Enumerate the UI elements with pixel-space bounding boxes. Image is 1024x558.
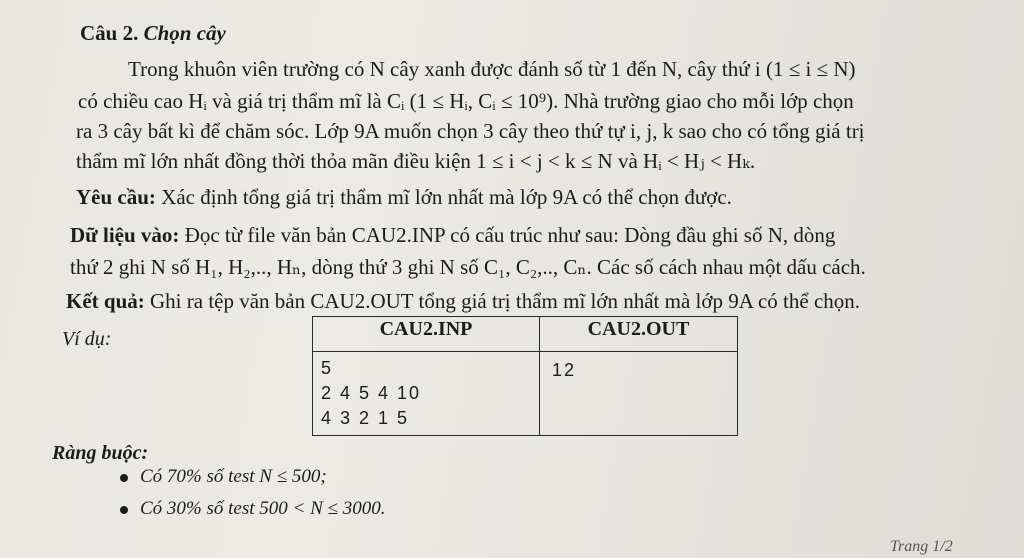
constraint-item <box>120 498 385 520</box>
constraint-text: Có 70% số test N ≤ 500; <box>140 466 327 487</box>
bullet-icon <box>120 474 128 482</box>
input-description-line-1 <box>70 222 835 248</box>
example-table <box>312 316 738 436</box>
example-input-line: 2 4 5 4 10 <box>321 383 422 403</box>
input-label: Dữ liệu vào: <box>70 223 180 247</box>
header-output-file: CAU2.OUT <box>540 317 738 352</box>
constraint-item <box>120 466 327 488</box>
constraints-label: Ràng buộc: <box>52 442 149 464</box>
example-output-value: 12 <box>552 360 577 380</box>
output-description <box>66 288 860 314</box>
input-description-line-2: thứ 2 ghi N số H₁, H₂,.., Hₙ, dòng thứ 3 ghi N số C₁, C₂,.., Cₙ. Các số cách nhau một dấu cách. <box>70 255 866 279</box>
bullet-icon <box>120 506 128 514</box>
input-text-1: Đọc từ file văn bản CAU2.INP có cấu trúc như sau: Dòng đầu ghi số N, dòng <box>179 223 836 247</box>
example-input-line: 5 <box>321 358 334 378</box>
paragraph-line-3: ra 3 cây bất kì để chăm sóc. Lớp 9A muốn chọn 3 cây theo thứ tự i, j, k sao cho có tổng giá trị <box>76 119 865 143</box>
example-input-line: 4 3 2 1 5 <box>321 408 410 428</box>
header-input-file: CAU2.INP <box>313 317 540 352</box>
page-number: Trang 1/2 <box>890 538 953 555</box>
question-number: Câu 2. <box>80 21 139 45</box>
example-output-cell <box>540 352 738 436</box>
constraint-text: Có 30% số test 500 < N ≤ 3000. <box>140 498 386 519</box>
requirement-label: Yêu cầu: <box>76 185 156 209</box>
example-input-cell <box>313 352 540 436</box>
requirement <box>76 184 732 210</box>
question-name: Chọn cây <box>143 21 226 45</box>
paragraph-line-4: thẩm mĩ lớn nhất đồng thời thỏa mãn điều kiện 1 ≤ i < j < k ≤ N và Hᵢ < Hⱼ < Hₖ. <box>76 149 756 173</box>
requirement-text: Xác định tổng giá trị thẩm mĩ lớn nhất mà lớp 9A có thể chọn được. <box>155 185 732 209</box>
output-label: Kết quả: <box>66 289 145 313</box>
example-label: Ví dụ: <box>62 328 112 350</box>
output-text: Ghi ra tệp văn bản CAU2.OUT tổng giá trị thẩm mĩ lớn nhất mà lớp 9A có thể chọn. <box>144 289 861 313</box>
question-title <box>80 20 226 46</box>
paragraph-line-2: có chiều cao Hᵢ và giá trị thẩm mĩ là Cᵢ (1 ≤ Hᵢ, Cᵢ ≤ 10⁹). Nhà trường giao cho mỗi lớp chọn <box>78 89 854 113</box>
paragraph-line-1: Trong khuôn viên trường có N cây xanh được đánh số từ 1 đến N, cây thứ i (1 ≤ i ≤ N) <box>128 57 856 81</box>
